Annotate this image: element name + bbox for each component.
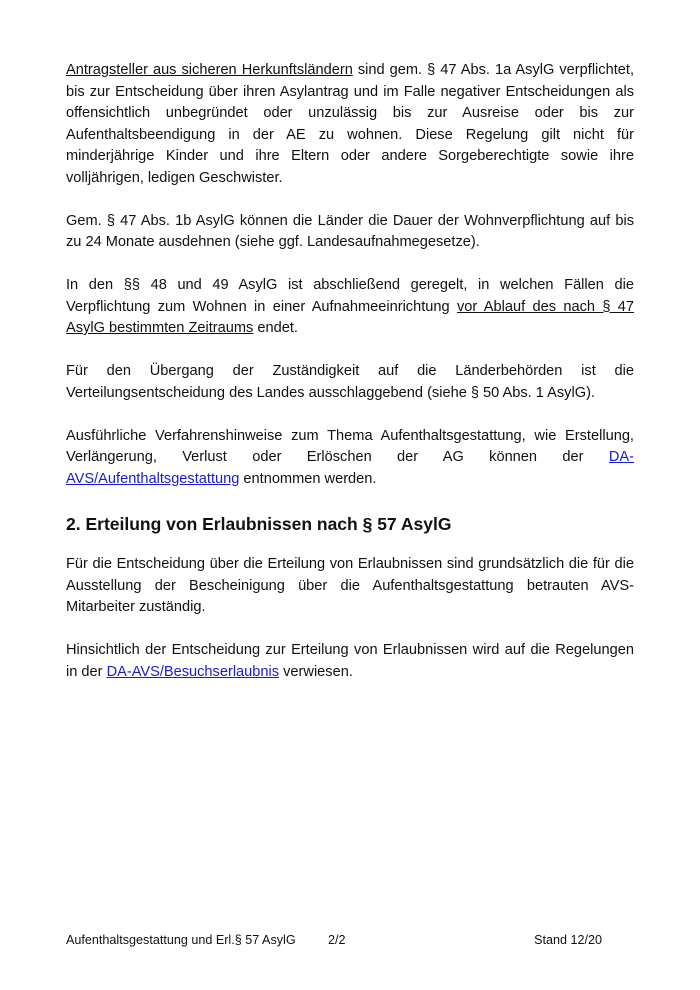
paragraph-text: verwiesen. [279,663,353,680]
underlined-term: Antragsteller aus sicheren Herkunftsländern [66,62,353,78]
paragraph-text: Hinsichtlich der Entscheidung zur Erteilung von Erlaubnissen wird auf die Regelungen in der [66,642,634,680]
page-number: 2/2 [328,933,346,947]
paragraph-verfahrenshinweise [66,426,634,491]
page-footer [66,933,634,951]
document-body [66,60,634,683]
footer-title: Aufenthaltsgestattung und Erl.§ 57 AsylG [66,933,296,947]
paragraph-herkunftslaender [66,60,634,189]
footer-stand: Stand 12/20 [534,933,602,947]
paragraph-paragraphs-48-49 [66,275,634,340]
paragraph-text: sind gem. § 47 Abs. 1a AsylG verpflichtet, bis zur Entscheidung über ihren Asylantrag und im Falle negativer Entscheidungen als offensichtlich unbegründet oder unzulässig bis zur Ausreise oder bis zur Aufenthaltsbeendigung in der AE zu wohnen. Diese Regelung gilt nicht für minderjährige Kinder und ihre Eltern oder andere Sorgeberechtigte sowie ihre volljährigen, ledigen Geschwister. [66,62,634,186]
paragraph-besuchserlaubnis [66,640,634,683]
paragraph-text: Ausführliche Verfahrenshinweise zum Thema Aufenthaltsgestattung, wie Erstellung, Verlängerung, Verlust oder Erlöschen der AG können der [66,427,634,465]
underlined-term: vor Ablauf des nach § 47 AsylG bestimmten Zeitraums [66,298,634,336]
paragraph-text: In den §§ 48 und 49 AsylG ist abschließend geregelt, in welchen Fällen die Verpflichtung zum Wohnen in einer Aufnahmeeinrichtung [66,277,634,315]
link-da-avs-aufenthaltsgestattung[interactable]: DA-AVS/Aufenthaltsgestattung [66,449,634,487]
paragraph-text: entnommen werden. [239,470,377,487]
paragraph-zustaendige-mitarbeiter: Für die Entscheidung über die Erteilung von Erlaubnissen sind grundsätzlich die für die Ausstellung der Bescheinigung über die Aufenthaltsgestattung betrauten AVS-Mitarbeiter zuständig. [66,556,634,615]
section-heading: 2. Erteilung von Erlaubnissen nach § 57 AsylG [66,514,452,534]
link-da-avs-besuchserlaubnis[interactable]: DA-AVS/Besuchserlaubnis [106,663,280,680]
paragraph-wohnverpflichtung: Gem. § 47 Abs. 1b AsylG können die Länder die Dauer der Wohnverpflichtung auf bis zu 24 Monate ausdehnen (siehe ggf. Landesaufnahmegesetze). [66,212,634,250]
paragraph-zustaendigkeit: Für den Übergang der Zuständigkeit auf die Länderbehörden ist die Verteilungsentscheidung des Landes ausschlaggebend (siehe § 50 Abs. 1 AsylG). [66,363,634,401]
paragraph-text: endet. [253,320,298,336]
